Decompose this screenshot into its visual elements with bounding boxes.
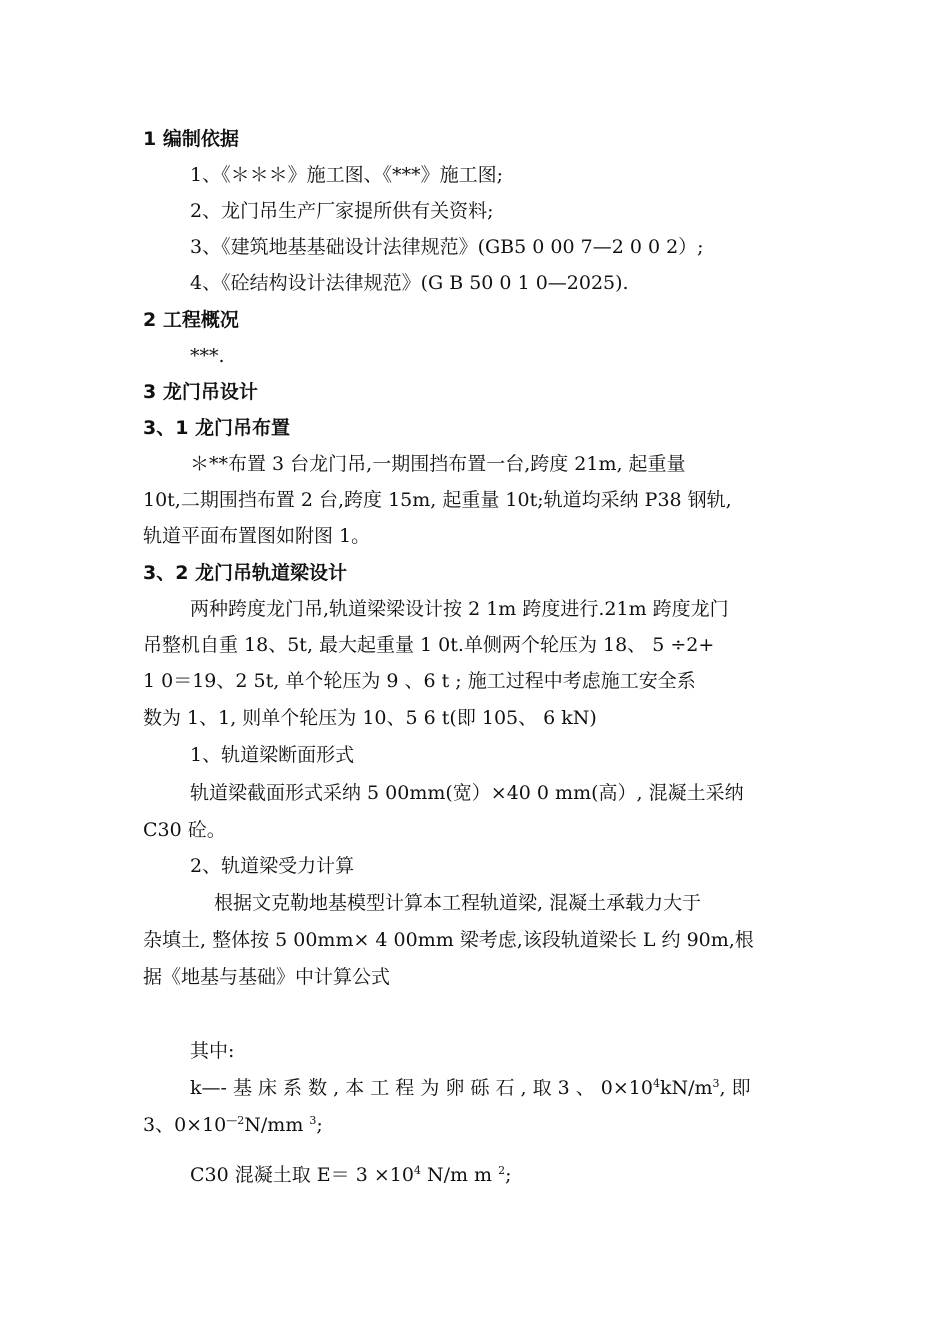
- paragraph-line: C30 砼。: [143, 819, 226, 841]
- paragraph-line: 据《地基与基础》中计算公式: [143, 966, 391, 988]
- list-heading: 1、轨道梁断面形式: [190, 744, 355, 766]
- paragraph-line: 吊整机自重 18、5t, 最大起重量 1 0t.单侧两个轮压为 18、 5 ÷2+: [143, 634, 715, 656]
- paragraph-line: 10t,二期围挡布置 2 台,跨度 15m, 起重量 10t;轨道均采纳 P38 钢轨,: [143, 489, 732, 511]
- paragraph-line: 杂填土, 整体按 5 00mm× 4 00mm 梁考虑,该段轨道梁长 L 约 90m,根: [143, 929, 754, 951]
- subsection-heading-3-2: 3、2 龙门吊轨道梁设计: [143, 562, 348, 584]
- formula-line: [190, 1163, 512, 1187]
- superscript: 2: [498, 1164, 506, 1177]
- paragraph-line: ＊**布置 3 台龙门吊,一期围挡布置一台,跨度 21m, 起重量: [190, 453, 686, 475]
- text: ;: [505, 1164, 512, 1186]
- superscript: 3: [712, 1077, 720, 1090]
- text: k—- 基 床 系 数 , 本 工 程 为 卵 砾 石 , 取 3 、 0×10: [190, 1077, 653, 1099]
- section-heading-2: 2 工程概况: [143, 309, 239, 331]
- paragraph: 4、《砼结构设计法律规范》(G B 50 0 1 0—2025).: [190, 272, 629, 294]
- paragraph-line: 1 0＝19、2 5t, 单个轮压为 9 、6 t ; 施工过程中考虑施工安全系: [143, 670, 696, 692]
- paragraph-line: 轨道梁截面形式采纳 5 00mm(宽）×40 0 mm(高）, 混凝土采纳: [190, 782, 744, 804]
- text: C30 混凝土取 E＝ 3 ×10: [190, 1164, 414, 1186]
- text: N/m m: [420, 1164, 499, 1186]
- paragraph-line: 数为 1、1, 则单个轮压为 10、5 6 t(即 105、 6 kN): [143, 707, 597, 729]
- superscript: 4: [652, 1077, 660, 1090]
- section-heading-1: 1 编制依据: [143, 128, 239, 150]
- list-heading: 2、轨道梁受力计算: [190, 855, 355, 877]
- paragraph-line: 根据文克勒地基模型计算本工程轨道梁, 混凝土承载力大于: [214, 892, 702, 914]
- text: N/mm: [244, 1114, 310, 1136]
- formula-line: [143, 1113, 323, 1137]
- subsection-heading-3-1: 3、1 龙门吊布置: [143, 417, 291, 439]
- formula-line: [190, 1076, 751, 1100]
- section-heading-3: 3 龙门吊设计: [143, 381, 258, 403]
- paragraph: ***.: [190, 345, 225, 367]
- text: kN/m: [659, 1077, 713, 1099]
- text: 3、0×10: [143, 1114, 227, 1136]
- text: ;: [316, 1114, 323, 1136]
- paragraph: 其中:: [190, 1040, 235, 1062]
- paragraph: 2、龙门吊生产厂家提所供有关资料;: [190, 200, 494, 222]
- superscript: 4: [413, 1164, 421, 1177]
- paragraph: 3、《建筑地基基础设计法律规范》(GB5 0 00 7—2 0 0 2）;: [190, 236, 704, 258]
- text: , 即: [719, 1077, 751, 1099]
- paragraph-line: 两种跨度龙门吊,轨道梁梁设计按 2 1m 跨度进行.21m 跨度龙门: [190, 598, 729, 620]
- superscript: —2: [226, 1114, 245, 1127]
- superscript: 3: [309, 1114, 317, 1127]
- paragraph: 1、《＊＊＊》施工图、《***》施工图;: [190, 164, 503, 186]
- paragraph-line: 轨道平面布置图如附图 1。: [143, 525, 371, 547]
